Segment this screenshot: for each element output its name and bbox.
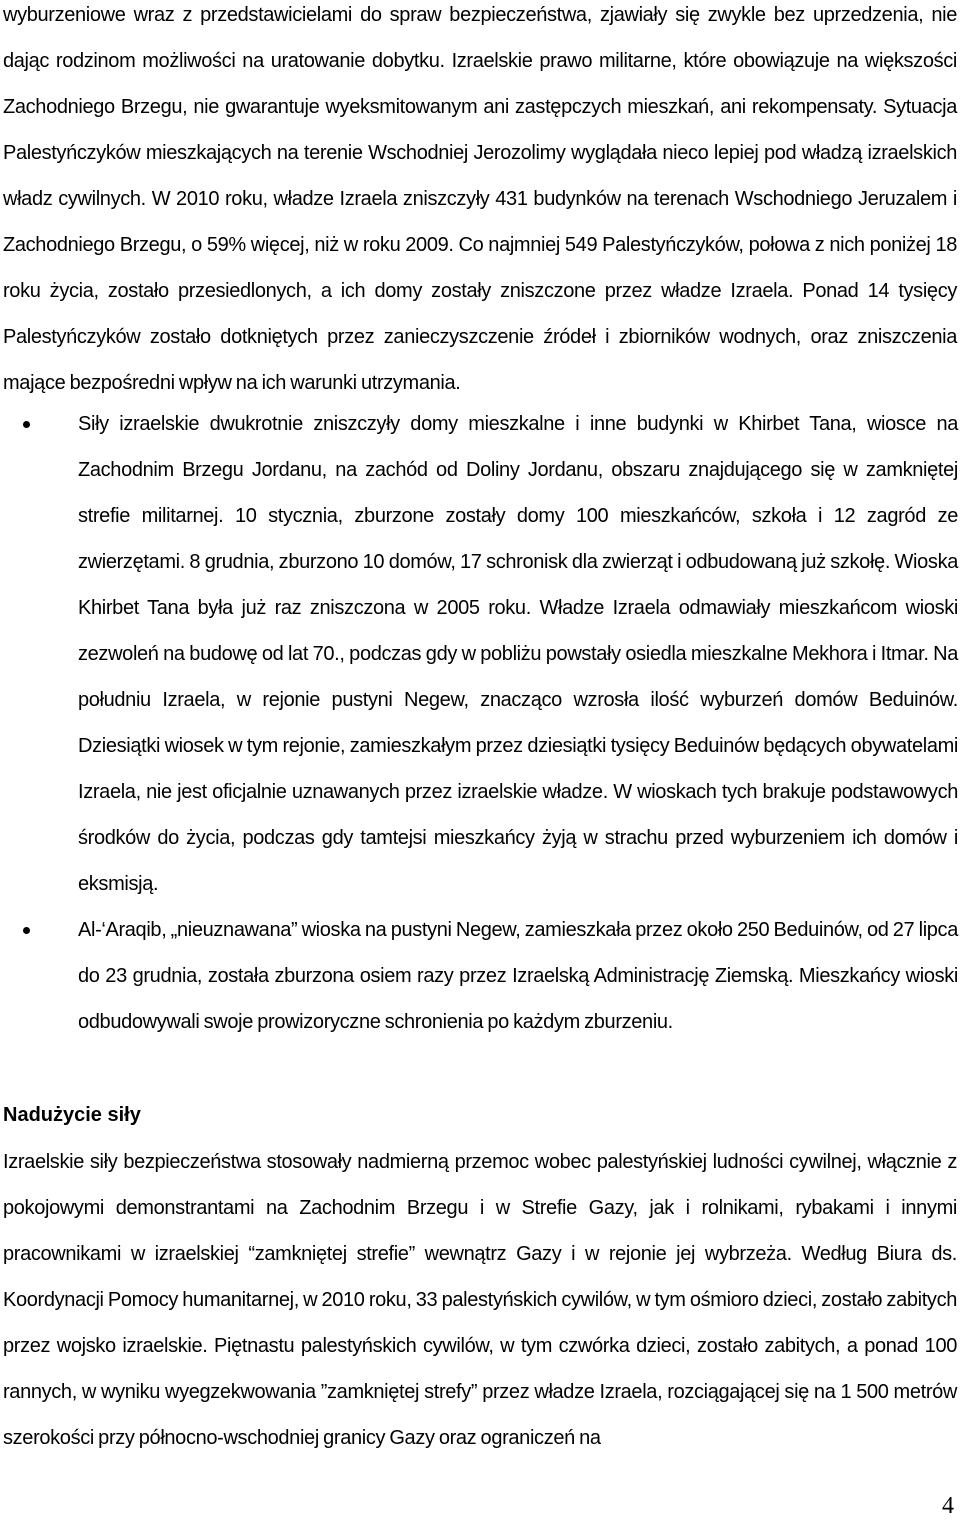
section-heading: Nadużycie siły — [3, 1104, 141, 1126]
bullet-item-khirbet-tana — [0, 401, 958, 907]
bullet-text: Al-‘Araqib, „nieuznawana” wioska na pustyni Negew, zamieszkała przez około 250 Beduinów, od 27 lipca do 23 grudnia, została zburzona osiem razy przez Izraelską Administrację Ziemską. Mieszkańcy wioski odbudowywali swoje prowizoryczne schronienia po każdym zburzeniu. — [78, 919, 958, 1033]
bullet-text: Siły izraelskie dwukrotnie zniszczyły domy mieszkalne i inne budynki w Khirbet Tana, wiosce na Zachodnim Brzegu Jordanu, na zachód od Doliny Jordanu, obszaru znajdującego się w zamkniętej strefie militarnej. 10 stycznia, zburzone zostały domy 100 mieszkańców, szkoła i 12 zagród ze zwierzętami. 8 grudnia, zburzono 10 domów, 17 schronisk dla zwierząt i odbudowaną już szkołę. Wioska Khirbet Tana była już raz zniszczona w 2005 roku. Władze Izraela odmawiały mieszkańcom wioski zezwoleń na budowę od lat 70., podczas gdy w pobliżu powstały osiedla mieszkalne Mekhora i Itmar. Na południu Izraela, w rejonie pustyni Negew, znacząco wzrosła ilość wyburzeń domów Beduinów. Dziesiątki wiosek w tym rejonie, zamieszkałym przez dziesiątki tysięcy Beduinów będących obywatelami Izraela, nie jest oficjalnie uznawanych przez izraelskie władze. W wioskach tych brakuje podstawowych środków do życia, podczas gdy tamtejsi mieszkańcy żyją w strachu przed wyburzeniem ich domów i eksmisją. — [78, 413, 958, 895]
page-number: 4 — [942, 1493, 954, 1519]
body-paragraph-1: wyburzeniowe wraz z przedstawicielami do spraw bezpieczeństwa, zjawiały się zwykle bez uprzedzenia, nie dając rodzinom możliwości na uratowanie dobytku. Izraelskie prawo militarne, które obowiązuje na większości Zachodniego Brzegu, nie gwarantuje wyeksmitowanym ani zastępczych mieszkań, ani rekompensaty. Sytuacja Palestyńczyków mieszkających na terenie Wschodniej Jerozolimy wyglądała nieco lepiej pod władzą izraelskich władz cywilnych. W 2010 roku, władze Izraela zniszczyły 431 budynków na terenach Wschodniego Jeruzalem i Zachodniego Brzegu, o 59% więcej, niż w roku 2009. Co najmniej 549 Palestyńczyków, połowa z nich poniżej 18 roku życia, zostało przesiedlonych, a ich domy zostały zniszczone przez władze Izraela. Ponad 14 tysięcy Palestyńczyków zostało dotkniętych przez zanieczyszczenie źródeł i zbiorników wodnych, oraz zniszczenia mające bezpośredni wpływ na ich warunki utrzymania. — [3, 4, 957, 394]
bullet-item-al-araqib — [0, 907, 958, 1045]
bullet-dot-icon — [23, 421, 30, 428]
body-paragraph-2: Izraelskie siły bezpieczeństwa stosowały nadmierną przemoc wobec palestyńskiej ludności cywilnej, włącznie z pokojowymi demonstrantami na Zachodnim Brzegu i w Strefie Gazy, jak i rolnikami, rybakami i innymi pracownikami w izraelskiej “zamkniętej strefie” wewnątrz Gazy i w rejonie jej wybrzeża. Według Biura ds. Koordynacji Pomocy humanitarnej, w 2010 roku, 33 palestyńskich cywilów, w tym ośmioro dzieci, zostało zabitych przez wojsko izraelskie. Piętnastu palestyńskich cywilów, w tym czwórka dzieci, zostało zabitych, a ponad 100 rannych, w wyniku wyegzekwowania ”zamkniętej strefy” przez władze Izraela, rozciągającej się na 1 500 metrów szerokości przy północno-wschodniej granicy Gazy oraz ograniczeń na — [3, 1151, 957, 1449]
bullet-dot-icon — [23, 927, 30, 934]
bullet-list — [0, 401, 960, 1045]
